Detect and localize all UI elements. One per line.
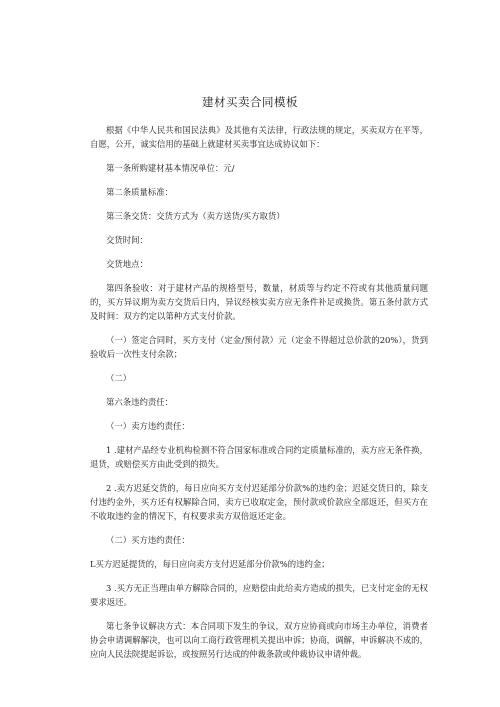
- paragraph-delivery-place: 交货地点：: [105, 259, 148, 269]
- paragraph-buyer-liability: （二）买方违约责任：: [105, 535, 190, 545]
- paragraph-delivery-time: 交货时间：: [105, 235, 148, 245]
- paragraph-article-3: 第三条交货：交货方式为（卖方送货/买方取货）: [105, 211, 285, 221]
- paragraph-seller-item-2: 2 .卖方迟延交货的，每日应向买方支付迟延部分价款%的违约金；迟延交货日的，除支付违约金外，买方还有权解除合同，卖方已收取定金，预付款或价款应全部返还，但买方在不收取违约金的情况下，有权要求卖方双倍返还定金。: [90, 483, 428, 521]
- document-body: [90, 123, 428, 671]
- paragraph-payment-option-1: （一）签定合同时，买方支付（定金/预付款）元（定金不得超过总价款的20%），货到验收后一次性支付余款；: [90, 335, 428, 359]
- paragraph-seller-liability: （一）卖方违约责任：: [105, 421, 190, 431]
- paragraph-buyer-item-3: 3 .买方无正当理由单方解除合同的，应赔偿由此给卖方造成的损失，已支付定金的无权要求返还。: [90, 583, 428, 607]
- paragraph-buyer-item-1: L买方迟延提货的，每日应向卖方支付迟延部分价款%的违约金；: [90, 559, 330, 569]
- document-title: 建材买卖合同模板: [202, 95, 298, 109]
- paragraph-preamble: 根据《中华人民共和国民法典》及其他有关法律，行政法规的规定，买卖双方在平等，自愿，公开，诚实信用的基础上就建材买卖事宜达成协议如下：: [90, 125, 428, 149]
- paragraph-article-2: 第二条质量标准：: [105, 187, 173, 197]
- paragraph-article-1: 第一条所购建材基本情况单位：元/: [105, 163, 235, 173]
- paragraph-seller-item-1: 1 .建材产品经专业机构检测不符合国家标准或合同约定质量标准的，卖方应无条件换，退货，或赔偿买方由此受到的损失。: [90, 445, 428, 469]
- paragraph-article-4-5: 第四条验收：对于建材产品的规格型号，数量，材质等与约定不符或有其他质量问题的，买方异议期为卖方交货后日内，异议经核实卖方应无条件补足或换货。第五条付款方式及时间：双方约定以第种方式支付价款。: [90, 283, 428, 321]
- paragraph-payment-option-2: （二）: [105, 373, 132, 383]
- paragraph-article-7: 第七条争议解决方式：本合同项下发生的争议，双方应协商或向市场主办单位，消费者协会申请调解解决，也可以向工商行政管理机关提出申诉；协商，调解，申诉解决不成的，应向人民法院提起诉讼，或按照另行达成的仲裁条款或仲裁协议申请仲裁。: [90, 621, 428, 659]
- paragraph-article-6: 第六条违约责任：: [105, 397, 173, 407]
